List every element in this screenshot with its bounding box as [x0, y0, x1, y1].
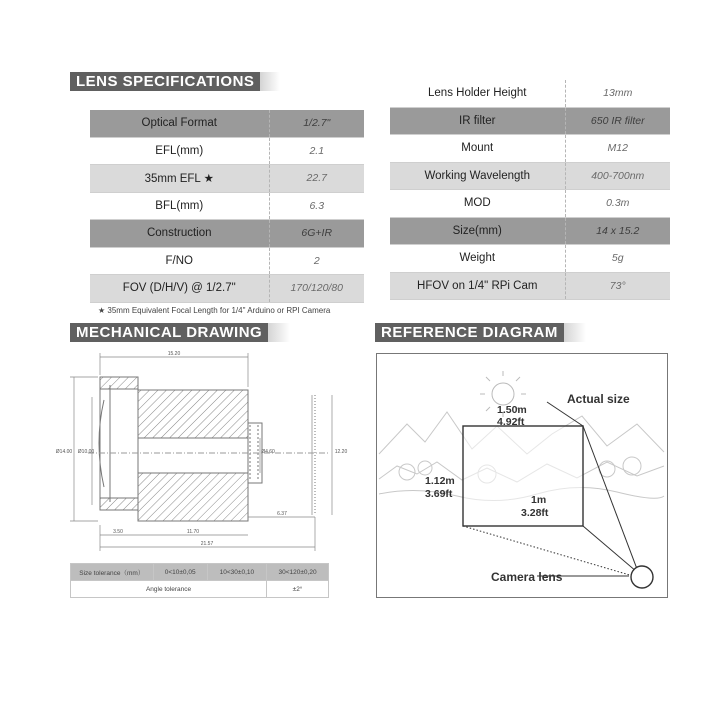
spec-value: 22.7 — [269, 165, 364, 193]
tolerance-table — [70, 563, 329, 598]
actual-size-label: Actual size — [567, 392, 630, 406]
spec-value: M12 — [565, 135, 670, 163]
lens-specifications-header — [70, 72, 280, 91]
spec-key: Size(mm) — [390, 217, 565, 245]
mechanical-drawing-title: MECHANICAL DRAWING — [70, 323, 268, 342]
spec-row — [390, 245, 670, 273]
spec-key: Lens Holder Height — [390, 80, 565, 107]
spec-row — [90, 165, 364, 193]
dim-height-label: 12.20 — [334, 449, 348, 455]
width-m-label: 1.50m — [497, 404, 527, 416]
header-fade — [268, 323, 290, 342]
tol-header-cell: 10<30±0,10 — [207, 564, 266, 581]
spec-key: BFL(mm) — [90, 192, 269, 220]
dim-bore-label: Ø4.60 — [261, 449, 275, 455]
dim-total-label: 21.57 — [200, 541, 214, 547]
dim-flange-label: 6.37 — [277, 511, 287, 517]
spec-row — [390, 162, 670, 190]
dim-outer-dia-label: Ø14.00 — [55, 449, 73, 455]
distance-m-label: 1m — [531, 494, 547, 506]
camera-lens-icon — [631, 566, 653, 588]
tol-header-cell: 30<120±0,20 — [267, 564, 329, 581]
lens-spec-table-left — [90, 110, 364, 303]
spec-row — [90, 247, 364, 275]
mechanical-drawing — [50, 345, 350, 560]
spec-key: HFOV on 1/4" RPi Cam — [390, 272, 565, 300]
lens-specifications-title: LENS SPECIFICATIONS — [70, 72, 260, 91]
spec-value: 650 IR filter — [565, 107, 670, 135]
spec-row — [90, 192, 364, 220]
angle-tolerance-value: ±2° — [267, 581, 329, 598]
spec-key: Optical Format — [90, 110, 269, 137]
reference-diagram-art — [377, 354, 666, 596]
spec-key: Working Wavelength — [390, 162, 565, 190]
spec-value: 73° — [565, 272, 670, 300]
spec-row — [390, 107, 670, 135]
reference-diagram-box — [376, 353, 668, 598]
spec-key: 35mm EFL ★ — [90, 165, 269, 193]
spec-row — [90, 137, 364, 165]
tol-header-cell: Size tolerance（mm） — [71, 564, 154, 581]
spec-key: IR filter — [390, 107, 565, 135]
spec-key: Weight — [390, 245, 565, 273]
spec-value: 6.3 — [269, 192, 364, 220]
spec-key: Construction — [90, 220, 269, 248]
spec-row — [90, 110, 364, 137]
height-m-label: 1.12m — [425, 475, 455, 487]
dim-inner-dia-label: Ø10.00 — [77, 449, 95, 455]
spec-value: 1/2.7" — [269, 110, 364, 137]
spec-value: 13mm — [565, 80, 670, 107]
spec-key: EFL(mm) — [90, 137, 269, 165]
spec-row — [390, 80, 670, 107]
spec-value: 2 — [269, 247, 364, 275]
spec-key: MOD — [390, 190, 565, 218]
mechanical-drawing-header — [70, 323, 290, 342]
lens-body-outline — [88, 377, 330, 521]
spec-value: 6G+IR — [269, 220, 364, 248]
spec-value: 400-700nm — [565, 162, 670, 190]
lens-spec-table-right — [390, 80, 670, 300]
spec-value: 5g — [565, 245, 670, 273]
spec-value: 170/120/80 — [269, 275, 364, 303]
header-fade — [564, 323, 586, 342]
dim-body-label: 11.70 — [186, 529, 200, 535]
width-ft-label: 4.92ft — [497, 416, 525, 428]
height-ft-label: 3.69ft — [425, 488, 453, 500]
spec-key: F/NO — [90, 247, 269, 275]
distance-ft-label: 3.28ft — [521, 507, 549, 519]
reference-diagram-header — [375, 323, 586, 342]
dim-top-label: 15.20 — [167, 351, 181, 357]
tol-header-cell: 0<10±0,05 — [153, 564, 207, 581]
spec-row — [390, 272, 670, 300]
spec-row — [90, 275, 364, 303]
spec-row — [390, 190, 670, 218]
spec-row — [90, 220, 364, 248]
reference-diagram-title: REFERENCE DIAGRAM — [375, 323, 564, 342]
spec-key: Mount — [390, 135, 565, 163]
spec-row — [390, 135, 670, 163]
spec-row — [390, 217, 670, 245]
spec-value: 0.3m — [565, 190, 670, 218]
camera-lens-label: Camera lens — [491, 570, 563, 584]
dim-front-label: 3.50 — [113, 529, 123, 535]
spec-key: FOV (D/H/V) @ 1/2.7" — [90, 275, 269, 303]
angle-tolerance-label: Angle tolerance — [71, 581, 267, 598]
efl-footnote: ★ 35mm Equivalent Focal Length for 1/4" Arduino or RPI Camera — [98, 306, 331, 315]
spec-value: 14 x 15.2 — [565, 217, 670, 245]
header-fade — [260, 72, 280, 91]
spec-value: 2.1 — [269, 137, 364, 165]
